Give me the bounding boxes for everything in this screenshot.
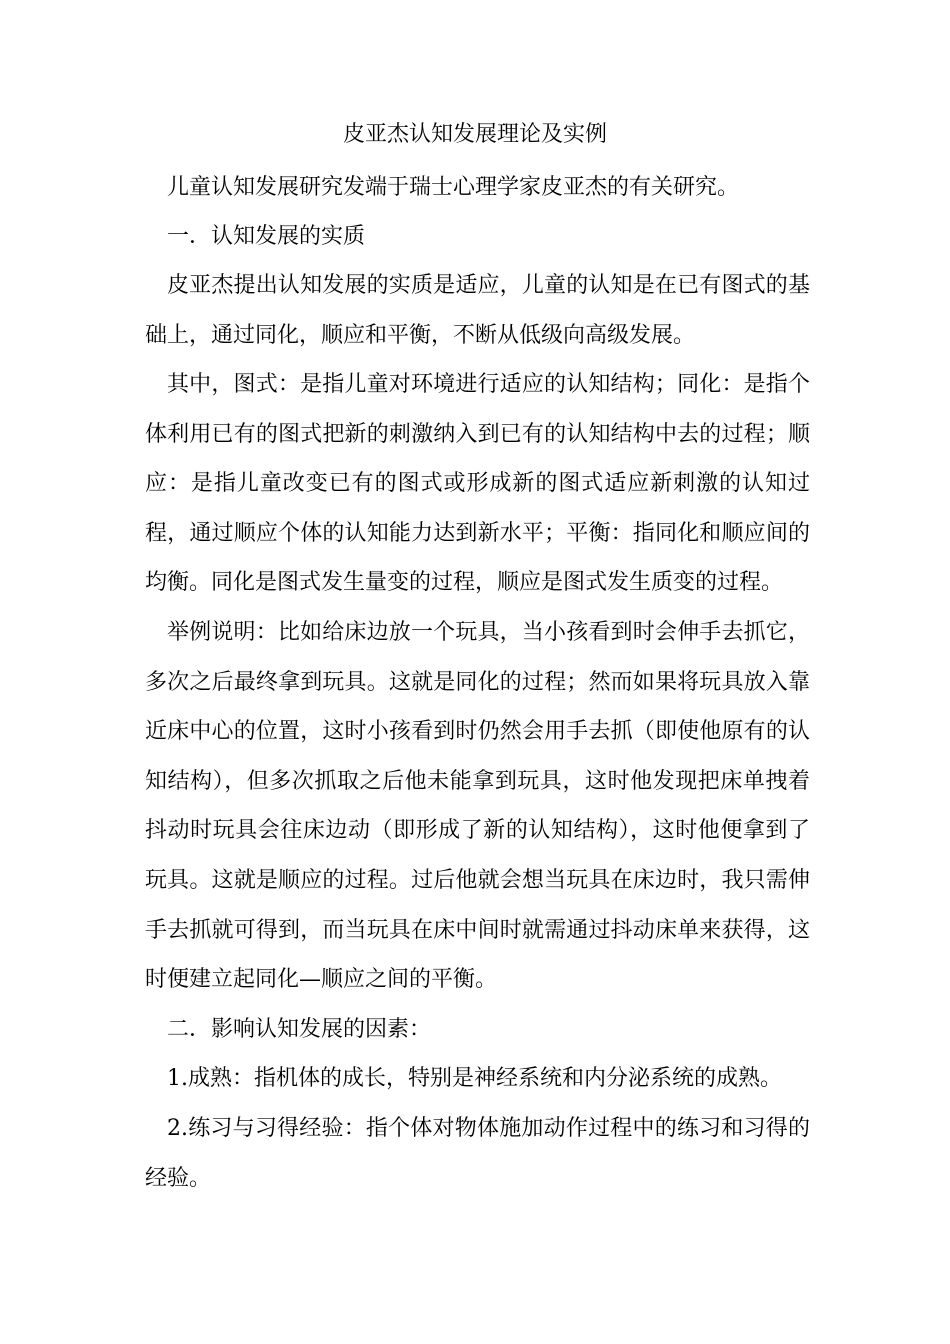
section-heading-essence: 一．认知发展的实质 [167,224,366,249]
factor-item-experience: 2.练习与习得经验：指个体对物体施加动作过程中的练习和习得的经验。 [145,1116,810,1191]
factor-item-maturation: 1.成熟：指机体的成长，特别是神经系统和内分泌系统的成熟。 [167,1066,782,1091]
document-title: 皮亚杰认知发展理论及实例 [342,122,607,147]
example-paragraph: 举例说明：比如给床边放一个玩具，当小孩看到时会伸手去抓它，多次之后最终拿到玩具。这就是同化的过程；然而如果将玩具放入靠近床中心的位置，这时小孩看到时仍然会用手去抓（即使他原有的认知结构），但多次抓取之后他未能拿到玩具，这时他发现把床单拽着抖动时玩具会往床边动（即形成了新的认知结构），这时他便拿到了玩具。这就是顺应的过程。过后他就会想当玩具在床边时，我只需伸手去抓就可得到，而当玩具在床中间时就需通过抖动床单来获得，这时便建立起同化—顺应之间的平衡。 [145,620,810,993]
essence-paragraph: 皮亚杰提出认知发展的实质是适应，儿童的认知是在已有图式的基础上，通过同化，顺应和平衡，不断从低级向高级发展。 [145,273,810,348]
section-heading-factors: 二．影响认知发展的因素： [167,1017,432,1042]
intro-paragraph: 儿童认知发展研究发端于瑞士心理学家皮亚杰的有关研究。 [167,175,740,200]
definitions-paragraph: 其中，图式：是指儿童对环境进行适应的认知结构；同化：是指个体利用已有的图式把新的刺激纳入到已有的认知结构中去的过程；顺应：是指儿童改变已有的图式或形成新的图式适应新刺激的认知过程，通过顺应个体的认知能力达到新水平；平衡：指同化和顺应间的均衡。同化是图式发生量变的过程，顺应是图式发生质变的过程。 [145,372,810,596]
